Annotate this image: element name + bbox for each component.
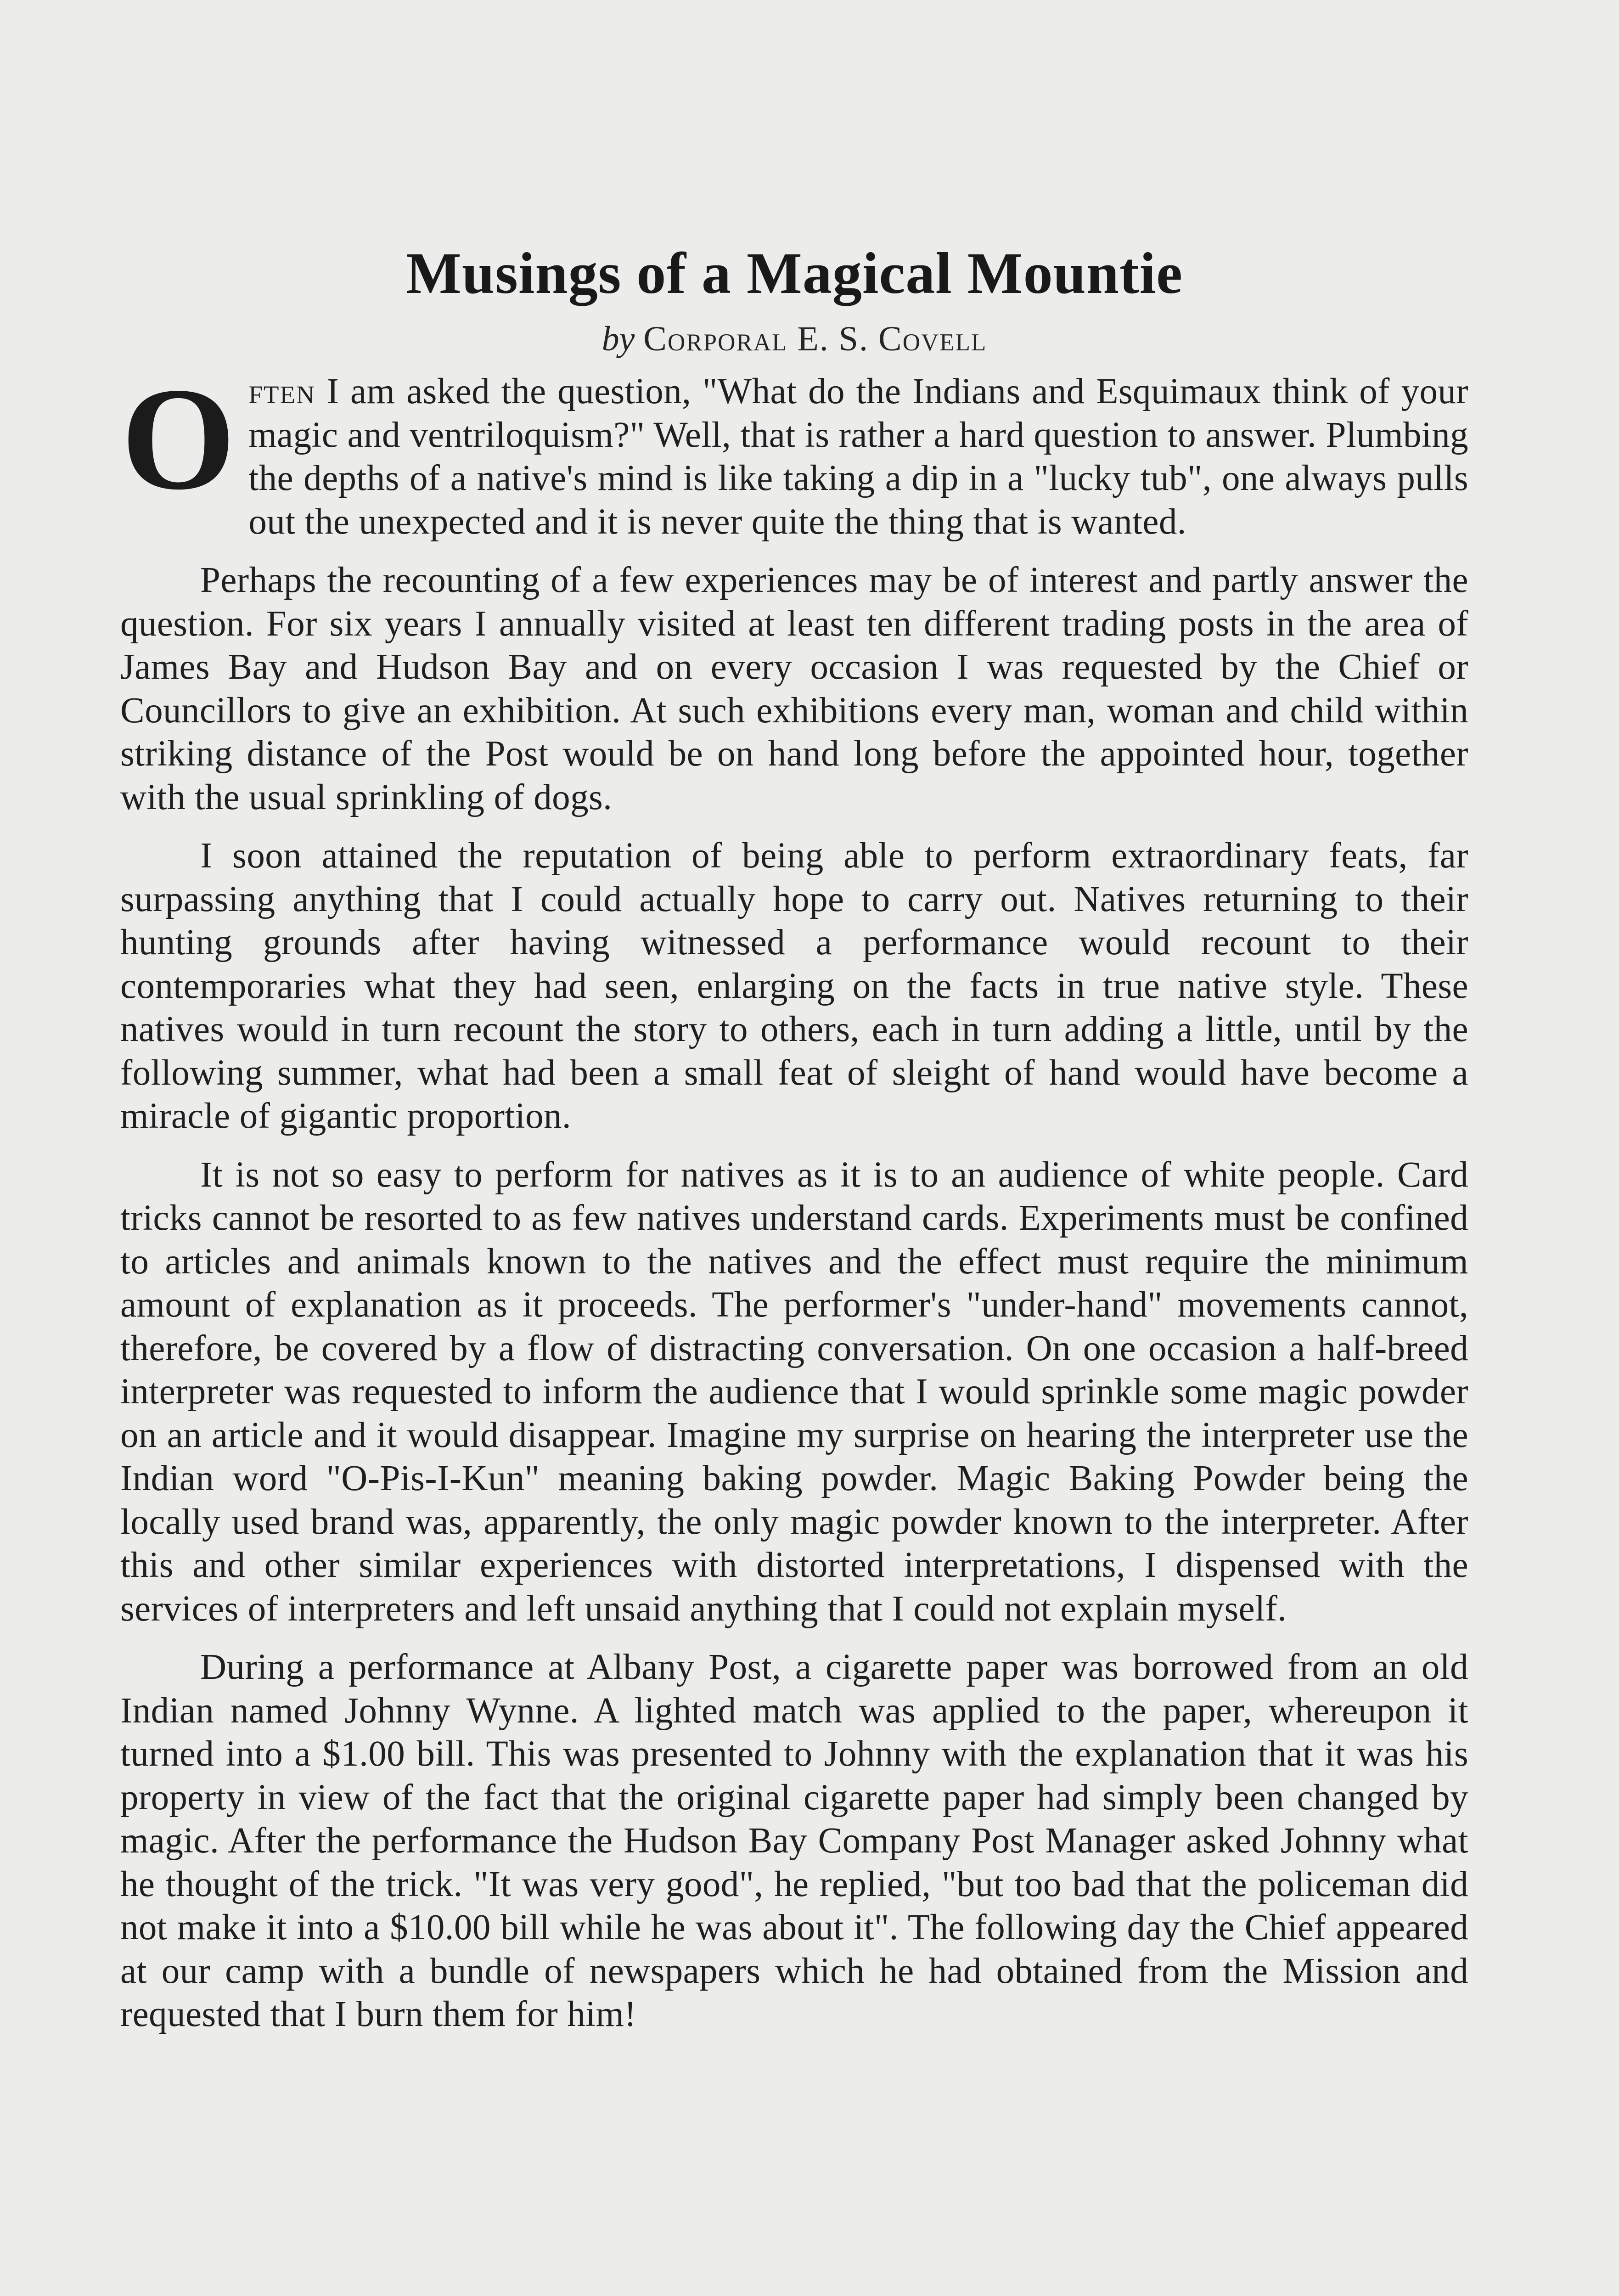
paragraph-4: It is not so easy to perform for natives as it is to an audience of white people. Card tricks cannot be resorted to as few natives understand cards. Experiments must be confined to articles and animals known to the natives and the effect must require the minimum amount of explanation as it proceeds. The performer's "under-hand" movements cannot, therefore, be covered by a flow of distracting conversation. On one occasion a half-breed interpreter was requested to inform the audience that I would sprinkle some magic powder on an article and it would disappear. Imagine my surprise on hearing the interpreter use the Indian word "O-Pis-I-Kun" meaning baking powder. Magic Baking Powder being the locally used brand was, apparently, the only magic powder known to the interpreter. After this and other similar experiences with distorted interpretations, I dispensed with the services of interpreters and left unsaid anything that I could not explain myself. — [120, 1154, 1468, 1629]
author-name: Corporal E. S. Covell — [643, 320, 987, 358]
paragraph-1-text: I am asked the question, "What do the Indians and Esquimaux think of your magic and ventriloquism?" Well, that is rather a hard question to answer. Plumbing the depths of a native's mind is like taking a dip in a "lucky tub", one always pulls out the unexpected and it is never quite the thing that is wanted. — [248, 371, 1468, 542]
paragraph-3: I soon attained the reputation of being able to perform extraordinary feats, far surpassing anything that I could actually hope to carry out. Natives returning to their hunting grounds after having witnessed a performance would recount to their contemporaries what they had seen, enlarging on the facts in true native style. These natives would in turn recount the story to others, each in turn adding a little, until by the following summer, what had been a small feat of sleight of hand would have become a miracle of gigantic proportion. — [120, 836, 1468, 1136]
article-body — [120, 358, 1468, 2037]
byline — [120, 317, 1468, 361]
paragraph-1 — [120, 358, 1468, 544]
article — [120, 239, 1468, 2052]
byline-prefix: by — [602, 320, 635, 358]
lead-word: ften — [248, 371, 315, 411]
paragraph-5: During a performance at Albany Post, a cigarette paper was borrowed from an old Indian named Johnny Wynne. A lighted match was applied to the paper, whereupon it turned into a $1.00 bill. This was presented to Johnny with the explanation that it was his property in view of the fact that the original cigarette paper had simply been changed by magic. After the performance the Hudson Bay Company Post Manager asked Johnny what he thought of the trick. "It was very good", he replied, "but too bad that the policeman did not make it into a $10.00 bill while he was about it". The following day the Chief appeared at our camp with a bundle of newspapers which he had obtained from the Mission and requested that I burn them for him! — [120, 1647, 1468, 2034]
drop-cap: O — [121, 358, 236, 520]
paragraph-2: Perhaps the recounting of a few experiences may be of interest and partly answer the question. For six years I annually visited at least ten different trading posts in the area of James Bay and Hudson Bay and on every occasion I was requested by the Chief or Councillors to give an exhibition. At such exhibitions every man, woman and child within striking distance of the Post would be on hand long before the appointed hour, together with the usual sprinkling of dogs. — [120, 560, 1468, 817]
article-title: Musings of a Magical Mountie — [406, 241, 1183, 306]
